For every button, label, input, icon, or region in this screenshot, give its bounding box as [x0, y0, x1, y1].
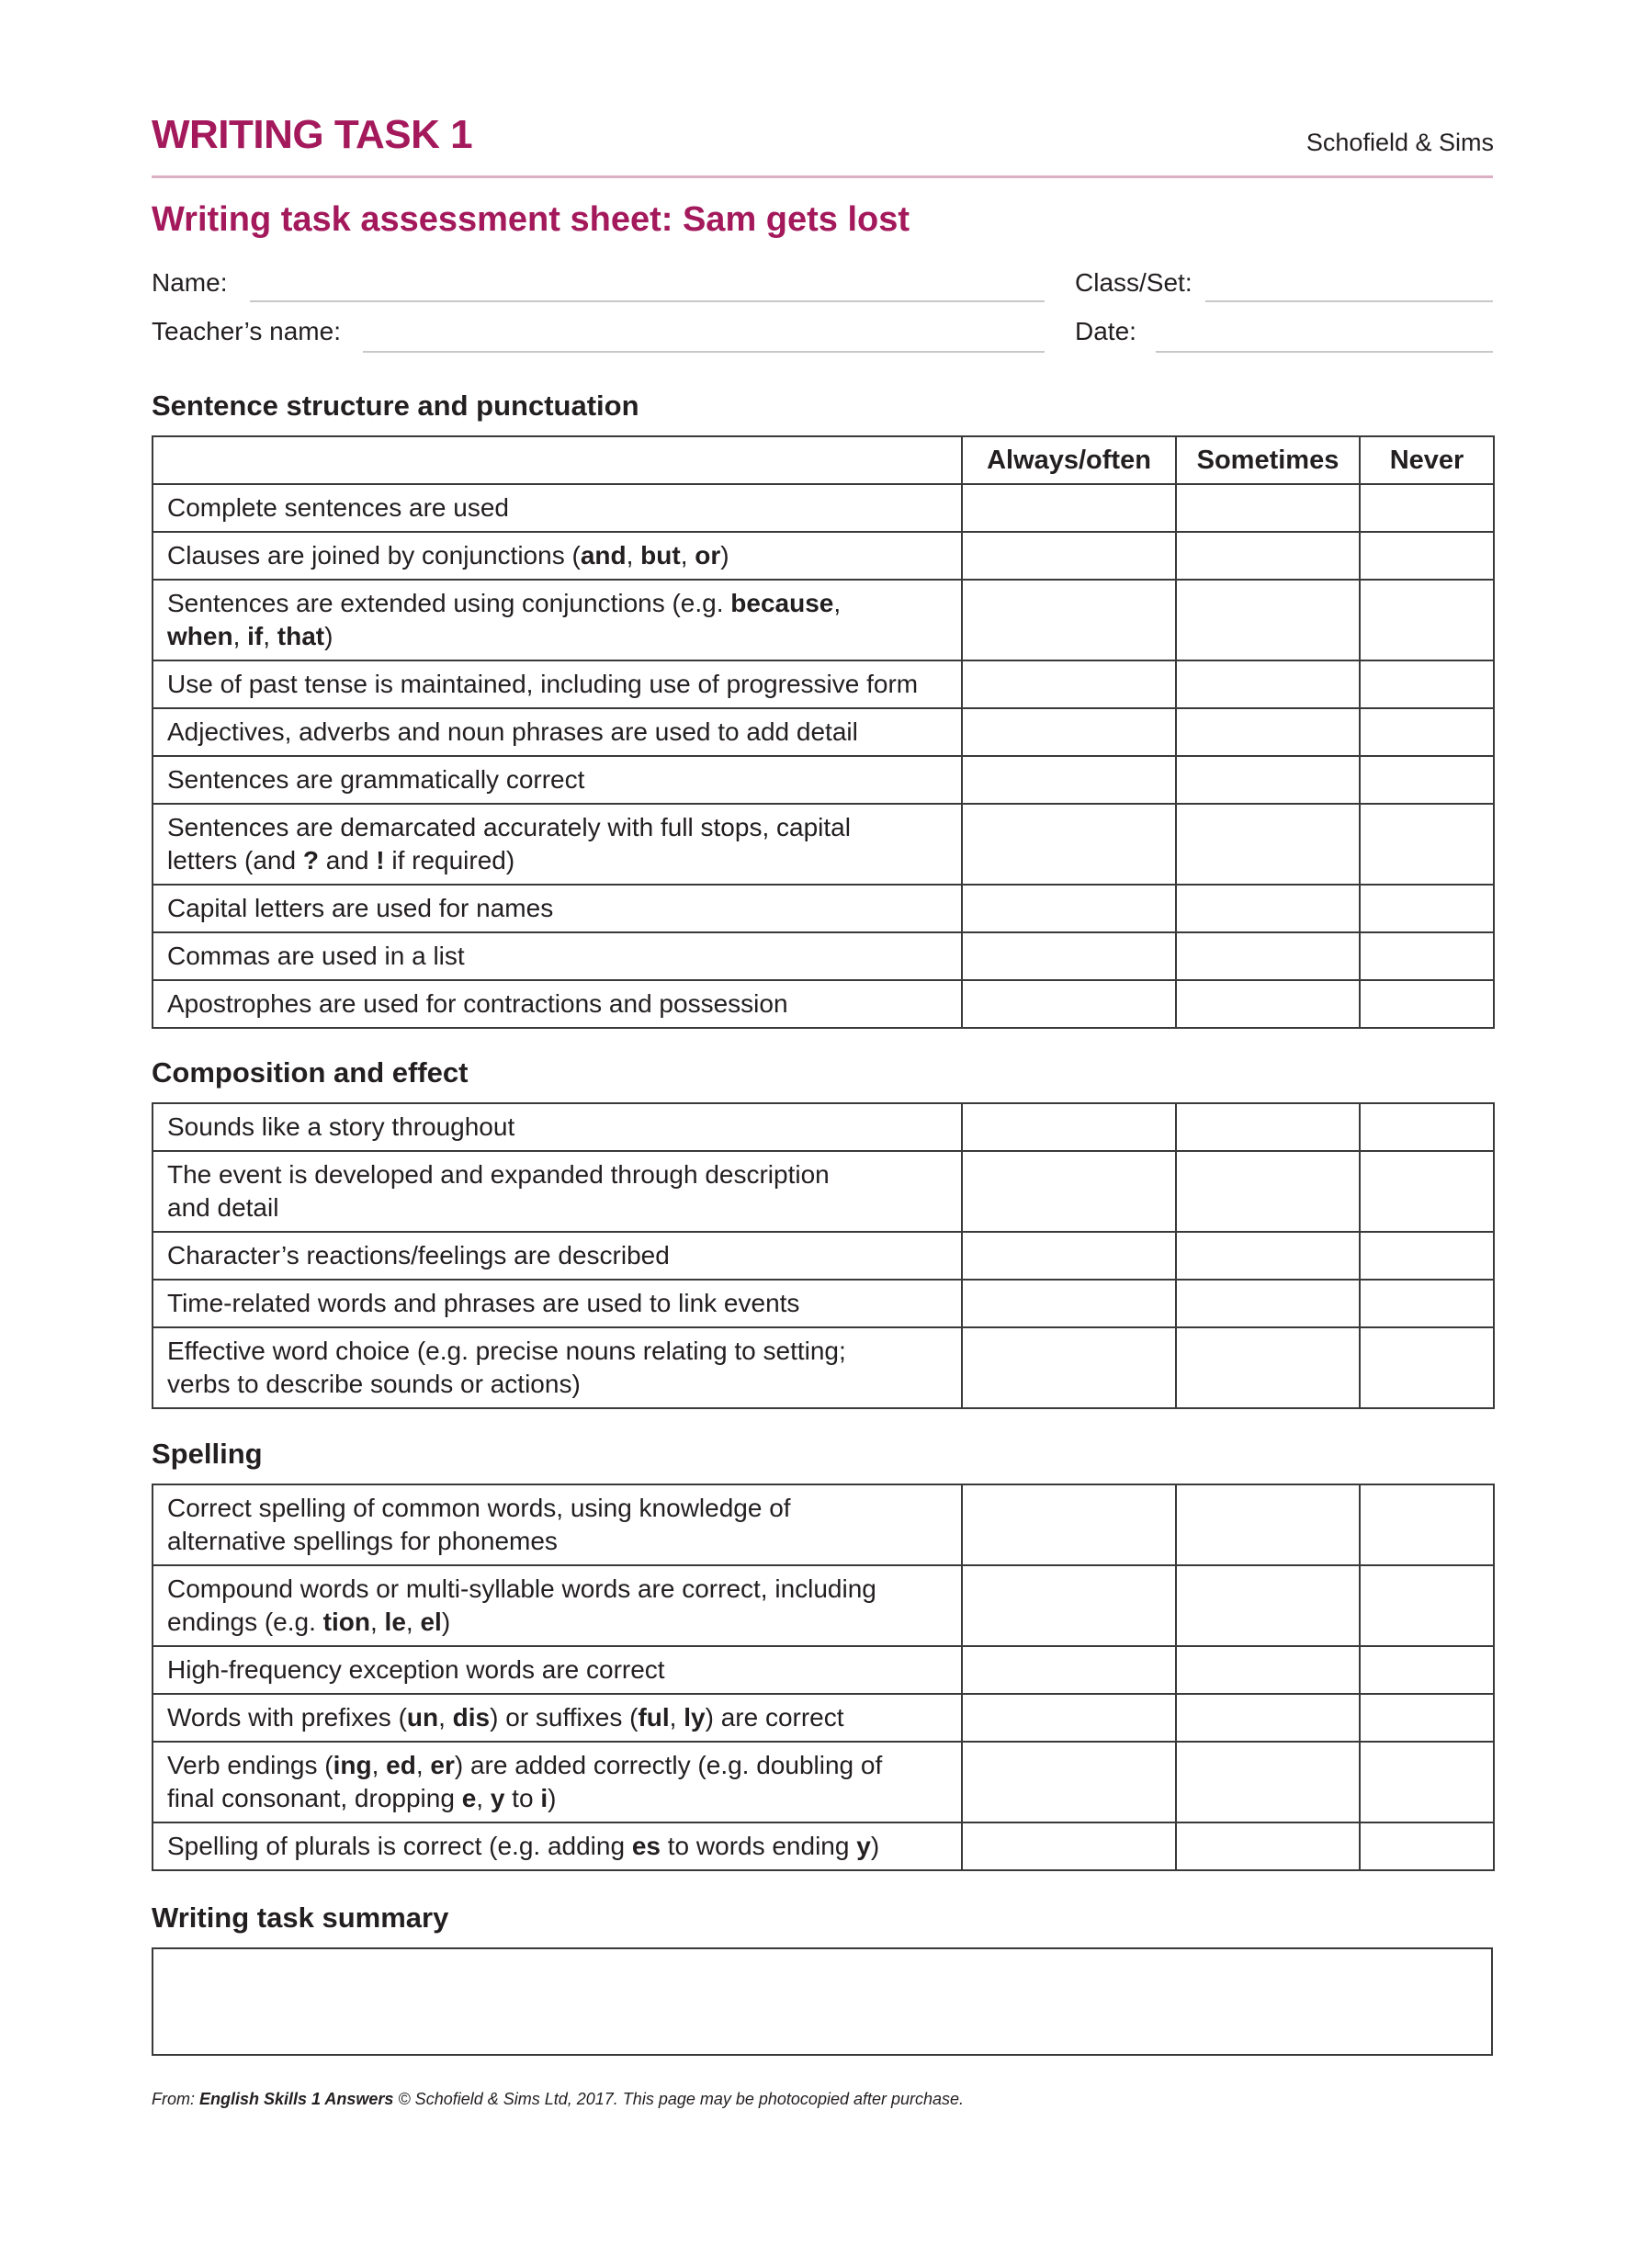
criterion-fragment: , [371, 1751, 387, 1779]
criterion-row [153, 1280, 1494, 1327]
rating-cell-always-often[interactable] [962, 885, 1176, 932]
criterion-emphasis: dis [452, 1703, 491, 1732]
criterion-fragment: Time-related words and phrases are used to link events [167, 1289, 800, 1317]
criterion-fragment: ) [441, 1608, 451, 1636]
footer-book-title: English Skills 1 Answers [199, 2090, 394, 2108]
criterion-emphasis: ! [376, 846, 385, 874]
rating-cell-sometimes[interactable] [1176, 756, 1360, 804]
rating-cell-always-often[interactable] [962, 1327, 1176, 1408]
criterion-fragment: , [680, 541, 695, 570]
criterion-fragment: Effective word choice (e.g. precise nouns relating to setting; [167, 1337, 846, 1365]
criterion-text [153, 580, 962, 660]
column-header-never: Never [1360, 436, 1494, 484]
criterion-text [153, 1742, 962, 1822]
section-heading-sentence-structure: Sentence structure and punctuation [152, 389, 639, 422]
date-field[interactable] [1156, 351, 1493, 353]
criterion-row [153, 580, 1494, 660]
criterion-text [153, 1694, 962, 1742]
criterion-fragment: and detail [167, 1193, 279, 1222]
sentence-structure-table [152, 435, 1495, 1029]
rating-cell-never[interactable] [1360, 1822, 1494, 1870]
rating-cell-never[interactable] [1360, 1646, 1494, 1694]
criterion-fragment: Spelling of plurals is correct (e.g. adding [167, 1832, 632, 1860]
rating-cell-never[interactable] [1360, 1327, 1494, 1408]
sheet-subtitle: Writing task assessment sheet: Sam gets lost [152, 200, 910, 239]
criterion-emphasis: un [406, 1703, 439, 1732]
criterion-row [153, 660, 1494, 708]
criterion-fragment: endings (e.g. [167, 1608, 323, 1636]
rating-cell-always-often[interactable] [962, 1280, 1176, 1327]
rating-cell-never[interactable] [1360, 932, 1494, 980]
criterion-fragment: High-frequency exception words are correct [167, 1655, 665, 1684]
rating-cell-always-often[interactable] [962, 1565, 1176, 1646]
criterion-text [153, 532, 962, 580]
rating-cell-never[interactable] [1360, 532, 1494, 580]
section-heading-composition: Composition and effect [152, 1056, 469, 1089]
criterion-row [153, 1565, 1494, 1646]
criterion-text [153, 1327, 962, 1408]
criterion-fragment: ) or suffixes ( [490, 1703, 639, 1732]
criterion-text [153, 1565, 962, 1646]
footer-prefix: From: [152, 2090, 199, 2108]
rating-cell-never[interactable] [1360, 708, 1494, 756]
rating-cell-sometimes[interactable] [1176, 484, 1360, 532]
criterion-fragment: , [369, 1608, 385, 1636]
criterion-fragment: , [438, 1703, 453, 1732]
teacher-label: Teacher’s name: [152, 317, 341, 345]
criterion-text [153, 756, 962, 804]
rating-cell-never[interactable] [1360, 1484, 1494, 1565]
criterion-fragment: to words ending [660, 1832, 857, 1860]
criterion-row [153, 1327, 1494, 1408]
criterion-text [153, 660, 962, 708]
rating-cell-sometimes[interactable] [1176, 1103, 1360, 1151]
rating-cell-never[interactable] [1360, 484, 1494, 532]
criterion-fragment: Character’s reactions/feelings are described [167, 1241, 670, 1269]
rating-cell-always-often[interactable] [962, 804, 1176, 885]
rating-cell-sometimes[interactable] [1176, 1327, 1360, 1408]
criterion-row [153, 1232, 1494, 1280]
rating-cell-never[interactable] [1360, 1151, 1494, 1232]
rating-cell-never[interactable] [1360, 1103, 1494, 1151]
rating-cell-never[interactable] [1360, 1280, 1494, 1327]
rating-cell-sometimes[interactable] [1176, 532, 1360, 580]
criterion-text [153, 1232, 962, 1280]
rating-cell-sometimes[interactable] [1176, 1646, 1360, 1694]
criterion-fragment: ) are correct [705, 1703, 844, 1732]
criterion-emphasis: ing [333, 1751, 372, 1779]
title-divider [152, 175, 1493, 178]
rating-cell-sometimes[interactable] [1176, 804, 1360, 885]
criterion-fragment: ) [548, 1784, 557, 1812]
criterion-row [153, 1822, 1494, 1870]
rating-cell-always-often[interactable] [962, 1646, 1176, 1694]
date-label: Date: [1075, 317, 1136, 345]
criterion-row [153, 532, 1494, 580]
criterion-row [153, 1694, 1494, 1742]
rating-cell-sometimes[interactable] [1176, 1151, 1360, 1232]
rating-cell-always-often[interactable] [962, 932, 1176, 980]
name-field[interactable] [250, 300, 1045, 302]
rating-cell-never[interactable] [1360, 660, 1494, 708]
rating-cell-always-often[interactable] [962, 1103, 1176, 1151]
header-blank-cell [153, 436, 962, 484]
rating-cell-never[interactable] [1360, 1232, 1494, 1280]
criterion-emphasis: es [631, 1832, 661, 1860]
criterion-fragment: final consonant, dropping [167, 1784, 462, 1812]
rating-cell-sometimes[interactable] [1176, 1694, 1360, 1742]
criterion-text [153, 1484, 962, 1565]
rating-cell-never[interactable] [1360, 1694, 1494, 1742]
criterion-row [153, 1151, 1494, 1232]
rating-cell-always-often[interactable] [962, 1742, 1176, 1822]
criterion-row [153, 1484, 1494, 1565]
criterion-emphasis: y [490, 1784, 505, 1812]
criterion-emphasis: or [695, 541, 721, 570]
rating-cell-sometimes[interactable] [1176, 580, 1360, 660]
criterion-row [153, 1646, 1494, 1694]
criterion-fragment: Apostrophes are used for contractions and possession [167, 989, 788, 1018]
rating-cell-always-often[interactable] [962, 580, 1176, 660]
criterion-fragment: , [232, 622, 248, 650]
rating-cell-always-often[interactable] [962, 1484, 1176, 1565]
rating-cell-sometimes[interactable] [1176, 980, 1360, 1028]
criterion-text [153, 804, 962, 885]
criterion-emphasis: ful [638, 1703, 670, 1732]
criterion-fragment: Sentences are grammatically correct [167, 765, 585, 794]
criterion-row [153, 885, 1494, 932]
class-field[interactable] [1205, 300, 1493, 302]
rating-cell-always-often[interactable] [962, 756, 1176, 804]
section-heading-summary: Writing task summary [152, 1901, 449, 1934]
criterion-fragment: Words with prefixes ( [167, 1703, 407, 1732]
criterion-fragment: Capital letters are used for names [167, 894, 554, 922]
criterion-fragment: , [833, 589, 842, 617]
criterion-emphasis: el [420, 1608, 442, 1636]
criterion-emphasis: if [247, 622, 264, 650]
criterion-row [153, 1742, 1494, 1822]
criterion-emphasis: i [540, 1784, 548, 1812]
rating-cell-always-often[interactable] [962, 1232, 1176, 1280]
criterion-text [153, 1103, 962, 1151]
criterion-emphasis: when [167, 622, 233, 650]
criterion-fragment: ) [720, 541, 729, 570]
footer-credit [152, 2090, 964, 2109]
criterion-fragment: Compound words or multi-syllable words are correct, including [167, 1574, 876, 1603]
criterion-fragment: if required) [384, 846, 515, 874]
criterion-text [153, 1280, 962, 1327]
criterion-fragment: verbs to describe sounds or actions) [167, 1370, 581, 1398]
rating-cell-always-often[interactable] [962, 532, 1176, 580]
rating-cell-never[interactable] [1360, 804, 1494, 885]
page-title: WRITING TASK 1 [152, 112, 473, 157]
criterion-fragment: Clauses are joined by conjunctions ( [167, 541, 581, 570]
criterion-fragment: Use of past tense is maintained, including use of progressive form [167, 670, 919, 698]
criterion-emphasis: tion [322, 1608, 370, 1636]
criterion-row [153, 980, 1494, 1028]
criterion-row [153, 804, 1494, 885]
column-header-sometimes: Sometimes [1176, 436, 1360, 484]
criterion-fragment: Sentences are extended using conjunctions (e.g. [167, 589, 731, 617]
rating-cell-never[interactable] [1360, 580, 1494, 660]
class-label: Class/Set: [1075, 268, 1193, 297]
criterion-emphasis: e [461, 1784, 477, 1812]
criterion-fragment: ) [870, 1832, 880, 1860]
criterion-text [153, 980, 962, 1028]
criterion-text [153, 708, 962, 756]
criterion-fragment: , [405, 1608, 421, 1636]
rating-cell-sometimes[interactable] [1176, 708, 1360, 756]
criterion-row [153, 484, 1494, 532]
criterion-text [153, 484, 962, 532]
criterion-emphasis: ed [386, 1751, 416, 1779]
criterion-fragment: alternative spellings for phonemes [167, 1527, 558, 1555]
rating-cell-never[interactable] [1360, 885, 1494, 932]
criterion-row [153, 708, 1494, 756]
rating-cell-never[interactable] [1360, 756, 1494, 804]
criterion-text [153, 932, 962, 980]
rating-cell-always-often[interactable] [962, 1822, 1176, 1870]
rating-cell-never[interactable] [1360, 1742, 1494, 1822]
teacher-field[interactable] [363, 351, 1045, 353]
criterion-fragment: ) are added correctly (e.g. doubling of [454, 1751, 883, 1779]
criterion-emphasis: because [730, 589, 834, 617]
rating-cell-sometimes[interactable] [1176, 1484, 1360, 1565]
column-header-always-often: Always/often [962, 436, 1176, 484]
criterion-fragment: ) [324, 622, 333, 650]
summary-box[interactable] [152, 1947, 1493, 2056]
rating-cell-sometimes[interactable] [1176, 1232, 1360, 1280]
criterion-row [153, 756, 1494, 804]
criterion-fragment: , [415, 1751, 431, 1779]
section-heading-spelling: Spelling [152, 1438, 263, 1470]
criterion-row [153, 932, 1494, 980]
rating-cell-sometimes[interactable] [1176, 1742, 1360, 1822]
criterion-emphasis: ly [684, 1703, 706, 1732]
criterion-text [153, 1646, 962, 1694]
table-header-row [153, 436, 1494, 484]
footer-copyright: © Schofield & Sims Ltd, 2017. This page may be photocopied after purchase. [393, 2090, 965, 2108]
rating-cell-always-often[interactable] [962, 980, 1176, 1028]
criterion-fragment: , [626, 541, 641, 570]
rating-cell-always-often[interactable] [962, 660, 1176, 708]
criterion-emphasis: but [640, 541, 681, 570]
criterion-text [153, 1822, 962, 1870]
criterion-fragment: Sounds like a story throughout [167, 1112, 515, 1141]
criterion-text [153, 1151, 962, 1232]
rating-cell-always-often[interactable] [962, 708, 1176, 756]
rating-cell-sometimes[interactable] [1176, 885, 1360, 932]
criterion-fragment: and [318, 846, 377, 874]
criterion-row [153, 1103, 1494, 1151]
criterion-emphasis: er [430, 1751, 455, 1779]
rating-cell-sometimes[interactable] [1176, 1280, 1360, 1327]
criterion-fragment: , [476, 1784, 491, 1812]
criterion-emphasis: ? [302, 846, 319, 874]
criterion-fragment: Verb endings ( [167, 1751, 333, 1779]
criterion-emphasis: y [856, 1832, 871, 1860]
criterion-emphasis: and [580, 541, 627, 570]
criterion-fragment: Complete sentences are used [167, 493, 509, 522]
name-label: Name: [152, 268, 228, 297]
rating-cell-sometimes[interactable] [1176, 1565, 1360, 1646]
criterion-fragment: The event is developed and expanded through description [167, 1160, 830, 1189]
rating-cell-always-often[interactable] [962, 1694, 1176, 1742]
criterion-emphasis: le [384, 1608, 406, 1636]
criterion-fragment: , [669, 1703, 684, 1732]
publisher-name: Schofield & Sims [1306, 129, 1494, 156]
criterion-fragment: Correct spelling of common words, using knowledge of [167, 1494, 791, 1522]
rating-cell-always-often[interactable] [962, 484, 1176, 532]
criterion-emphasis: that [277, 622, 325, 650]
rating-cell-always-often[interactable] [962, 1151, 1176, 1232]
rating-cell-never[interactable] [1360, 1565, 1494, 1646]
composition-table [152, 1102, 1495, 1409]
criterion-fragment: Adjectives, adverbs and noun phrases are used to add detail [167, 717, 858, 746]
criterion-fragment: to [504, 1784, 541, 1812]
criterion-fragment: Sentences are demarcated accurately with full stops, capital [167, 813, 851, 841]
criterion-fragment: letters (and [167, 846, 303, 874]
rating-cell-sometimes[interactable] [1176, 1822, 1360, 1870]
criterion-fragment: , [263, 622, 277, 650]
rating-cell-sometimes[interactable] [1176, 660, 1360, 708]
criterion-text [153, 885, 962, 932]
rating-cell-sometimes[interactable] [1176, 932, 1360, 980]
criterion-fragment: Commas are used in a list [167, 942, 465, 970]
spelling-table [152, 1484, 1495, 1871]
rating-cell-never[interactable] [1360, 980, 1494, 1028]
